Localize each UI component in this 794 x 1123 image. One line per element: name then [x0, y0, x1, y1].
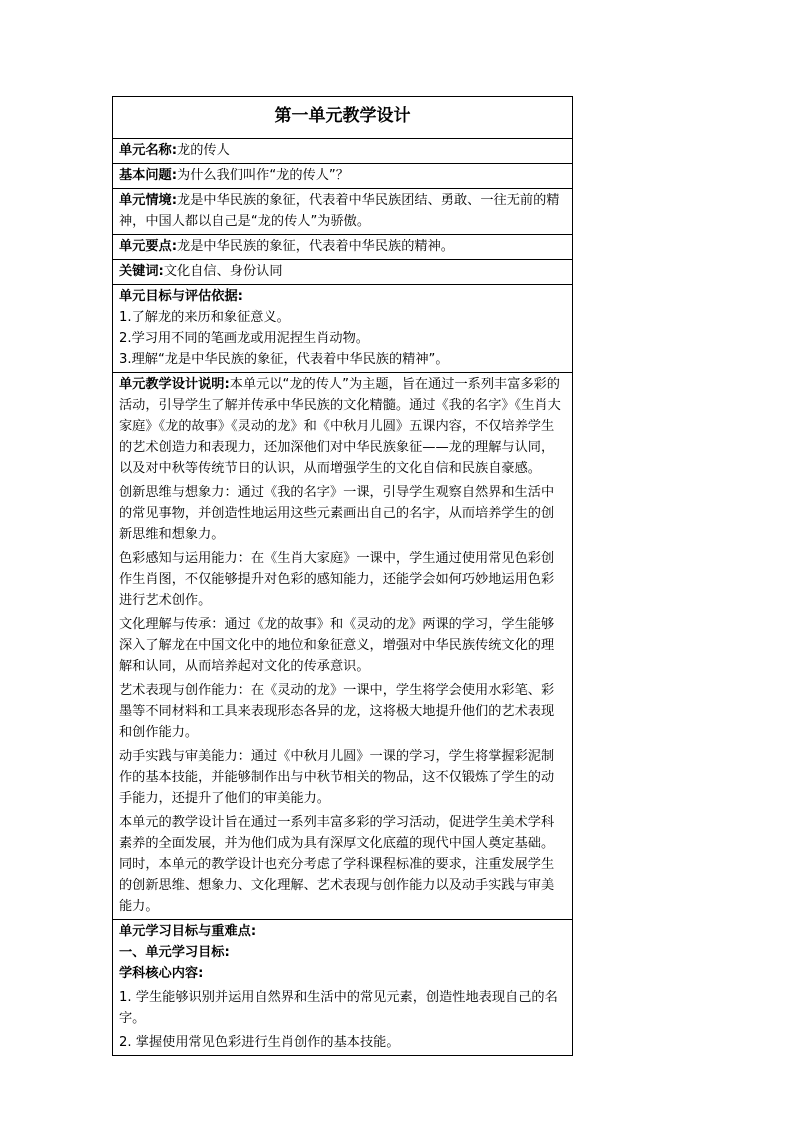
unit-design-table — [112, 96, 573, 1056]
objectives-heading: 单元目标与评估依据: — [119, 289, 243, 304]
design-intro-paragraph — [119, 374, 566, 479]
design-label: 单元教学设计说明: — [119, 377, 230, 392]
unit-points-label: 单元要点: — [119, 239, 178, 254]
keywords-row — [113, 260, 572, 285]
unit-context-label: 单元情境: — [119, 193, 178, 208]
objective-item: 2.学习用不同的笔画龙或用泥捏生肖动物。 — [119, 331, 369, 346]
unit-context-value: 龙是中华民族的象征，代表着中华民族团结、勇敢、一往无前的精神，中国人都以自己是“龙的传人”为骄傲。 — [119, 193, 560, 229]
unit-name-value: 龙的传人 — [177, 143, 230, 158]
learning-subheading: 一、单元学习目标: — [119, 945, 230, 960]
objective-item: 1.了解龙的来历和象征意义。 — [119, 310, 290, 325]
unit-points-value: 龙是中华民族的象征，代表着中华民族的精神。 — [177, 239, 454, 254]
objectives-row — [113, 285, 572, 373]
learning-item: 2. 掌握使用常见色彩进行生肖创作的基本技能。 — [119, 1035, 400, 1050]
keywords-value: 文化自信、身份认同 — [163, 264, 283, 279]
design-row — [113, 373, 572, 920]
learning-row — [113, 920, 572, 1055]
core-content-heading: 学科核心内容: — [119, 966, 204, 981]
design-paragraph: 本单元的教学设计旨在通过一系列丰富多彩的学习活动，促进学生美术学科素养的全面发展，并为他们成为具有深厚文化底蕴的现代中国人奠定基础。同时，本单元的教学设计也充分考虑了学科课程标准的要求，注重发展学生的创新思维、想象力、文化理解、艺术表现与创作能力以及动手实践与审美能力。 — [119, 815, 555, 914]
basic-question-row — [113, 164, 572, 189]
design-paragraph: 动手实践与审美能力：通过《中秋月儿圆》一课的学习，学生将掌握彩泥制作的基本技能，并能够制作出与中秋节相关的物品，这不仅锻炼了学生的动手能力，还提升了他们的审美能力。 — [119, 749, 555, 806]
basic-question-label: 基本问题: — [119, 168, 178, 183]
keywords-label: 关键词: — [119, 264, 164, 279]
unit-context-row — [113, 189, 572, 235]
document-title: 第一单元教学设计 — [113, 97, 572, 139]
design-paragraph: 文化理解与传承：通过《龙的故事》和《灵动的龙》两课的学习，学生能够深入了解龙在中国文化中的地位和象征意义，增强对中华民族传统文化的理解和认同，从而培养起对文化的传承意识。 — [119, 617, 555, 674]
design-intro: 本单元以“龙的传人”为主题，旨在通过一系列丰富多彩的活动，引导学生了解并传承中华民族的文化精髓。通过《我的名字》《生肖大家庭》《龙的故事》《灵动的龙》和《中秋月儿圆》五课内容，不仅培养学生的艺术创造力和表现力，还加深他们对中华民族象征——龙的理解与认同，以及对中秋等传统节日的认识，从而增强学生的文化自信和民族自豪感。 — [119, 377, 561, 476]
design-paragraph: 色彩感知与运用能力：在《生肖大家庭》一课中，学生通过使用常见色彩创作生肖图，不仅能够提升对色彩的感知能力，还能学会如何巧妙地运用色彩进行艺术创作。 — [119, 551, 555, 608]
learning-item: 1. 学生能够识别并运用自然界和生活中的常见元素，创造性地表现自己的名字。 — [119, 990, 558, 1026]
basic-question-value: 为什么我们叫作“龙的传人”？ — [177, 168, 349, 183]
objective-item: 3.理解“龙是中华民族的象征，代表着中华民族的精神”。 — [119, 352, 449, 367]
learning-heading: 单元学习目标与重难点: — [119, 924, 257, 939]
design-paragraph: 艺术表现与创作能力：在《灵动的龙》一课中，学生将学会使用水彩笔、彩墨等不同材料和工具来表现形态各异的龙，这将极大地提升他们的艺术表现和创作能力。 — [119, 683, 555, 740]
unit-name-row — [113, 139, 572, 164]
unit-name-label: 单元名称: — [119, 143, 178, 158]
unit-points-row — [113, 235, 572, 260]
design-paragraph: 创新思维与想象力：通过《我的名字》一课，引导学生观察自然界和生活中的常见事物，并创造性地运用这些元素画出自己的名字，从而培养学生的创新思维和想象力。 — [119, 485, 555, 542]
